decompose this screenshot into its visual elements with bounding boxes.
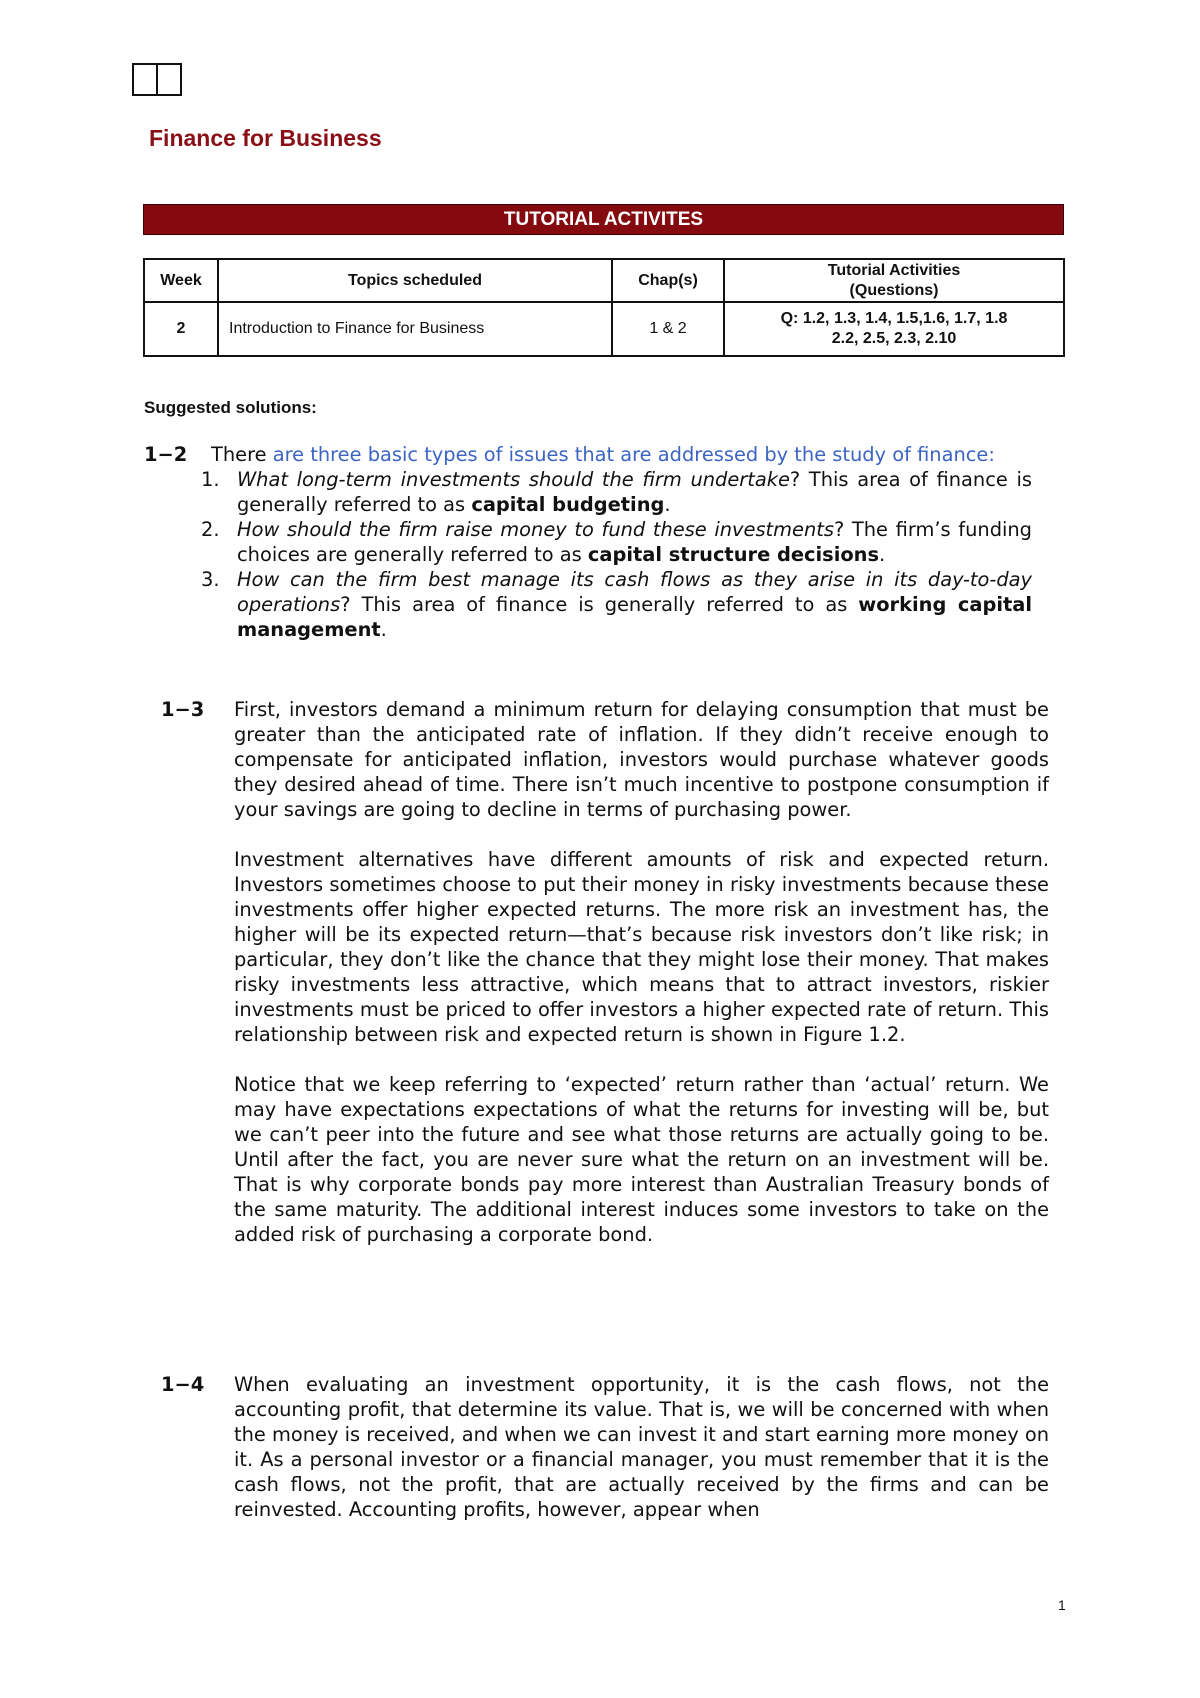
header-chaps: Chap(s) [612,259,724,302]
list-item [201,567,1032,642]
item-question: How can the firm best manage its cash flows as they arise in its day-to-day operations [237,568,1032,616]
questions-label: Q: [780,310,799,327]
item-end: . [380,618,387,641]
header-week: Week [144,259,218,302]
table-row [144,302,1064,356]
item-text: ? This area of finance is generally referred to as [340,593,859,616]
item-text: ? The firm’s funding choices are generally referred to as [237,518,1032,566]
item-number: 2. [201,518,220,541]
intro-text: There [211,443,267,466]
solution-1-3 [161,697,1049,1272]
solution-body [234,1372,1049,1522]
paragraph: First, investors demand a minimum return for delaying consumption that must be greater than the anticipated rate of inflation. If they didn’t receive enough to compensate for anticipated inflation, investors would purchase whatever goods they desired ahead of time. There isn’t much incentive to postpone consumption if your savings are going to decline in terms of purchasing power. [234,698,1049,821]
solution-1-2 [144,442,1064,642]
item-question: What long-term investments should the firm undertake [237,468,790,491]
header-activities [724,259,1064,302]
cell-chaps: 1 & 2 [612,302,724,356]
cell-questions [724,302,1064,356]
solution-1-2-intro [144,442,1064,467]
table-header-row [144,259,1064,302]
logo-icon [132,63,182,94]
solution-number: 1−3 [161,698,205,721]
solution-number: 1−2 [144,443,188,466]
header-activities-line1: Tutorial Activities [827,261,961,279]
page-number: 1 [1058,1597,1066,1613]
item-term: capital structure decisions [587,543,880,566]
solution-number: 1−4 [161,1373,205,1396]
schedule-table [143,258,1065,357]
item-term: capital budgeting [471,493,665,516]
solution-1-4 [161,1372,1049,1547]
cell-topic: Introduction to Finance for Business [218,302,612,356]
item-term: working capital management [237,593,1032,641]
suggested-heading: Suggested solutions: [144,398,317,417]
list-item [201,517,1032,567]
paragraph: When evaluating an investment opportunity, it is the cash flows, not the accounting profit, that determine its value. That is, we will be concerned with when the money is received, and when we can invest it and start earning more money on it. As a personal investor or a financial manager, you must remember that it is the cash flows, not the profit, that are actually received by the firms and can be reinvested. Accounting profits, however, appear when [234,1373,1049,1521]
questions-line1 [731,309,1057,329]
intro-highlight: are three basic types of issues that are addressed by the study of finance: [266,443,995,466]
section-banner: TUTORIAL ACTIVITES [143,204,1064,235]
item-question: How should the firm raise money to fund these investments [237,518,834,541]
header-topics: Topics scheduled [218,259,612,302]
header-activities-line2: (Questions) [849,281,939,299]
questions-chapter1: 1.2, 1.3, 1.4, 1.5,1.6, 1.7, 1.8 [802,310,1008,327]
paragraph: Investment alternatives have different amounts of risk and expected return. Investors sometimes choose to put their money in risky investments because these investments offer higher expected returns. The more risk an investment has, the higher will be its expected return—that’s because risk investors don’t like risk; in particular, they don’t like the chance that they might lose their money. That makes risky investments less attractive, which means that to attract investors, riskier investments must be priced to offer investors a higher expected rate of return. This relationship between risk and expected return is shown in Figure 1.2. [234,848,1049,1046]
item-text: ? This area of finance is generally referred to as [237,468,1033,516]
cell-week: 2 [144,302,218,356]
issues-list [144,467,1064,642]
item-end: . [879,543,886,566]
item-end: . [664,493,671,516]
document-title: Finance for Business [149,125,382,151]
list-item [201,467,1033,517]
solution-body [234,697,1049,1247]
item-number: 1. [201,468,220,491]
paragraph: Notice that we keep referring to ‘expected’ return rather than ‘actual’ return. We may have expectations expectations of what the returns for investing will be, but we can’t peer into the future and see what those returns are actually going to be. Until after the fact, you are never sure what the return on an investment will be. That is why corporate bonds pay more interest than Australian Treasury bonds of the same maturity. The additional interest induces some investors to take on the added risk of purchasing a corporate bond. [234,1073,1049,1246]
item-number: 3. [201,568,220,591]
questions-chapter2: 2.2, 2.5, 2.3, 2.10 [831,330,957,347]
